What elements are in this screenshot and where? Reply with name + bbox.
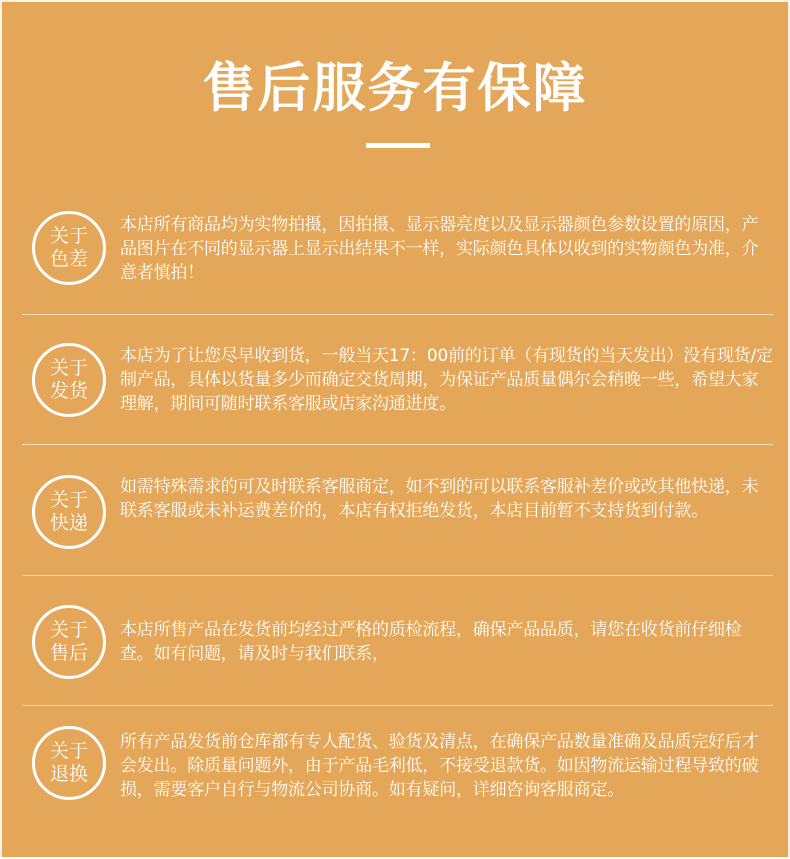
badge-shipping: 关于 发货 [32,343,106,417]
section-returns [22,706,773,859]
badge-courier: 关于 快递 [32,475,106,549]
badge-returns: 关于 退换 [32,726,106,800]
section-shipping [22,315,773,445]
text-color-difference: 本店所有商品均为实物拍摄，因拍摄、显示器亮度以及显示器颜色参数设置的原因，产品图片在不同的显示器上显示出结果不一样，实际颜色具体以收到的实物颜色为准，介意者慎拍！ [120,215,759,283]
badge-after-sales: 关于 售后 [32,605,106,679]
badge-color-difference: 关于 色差 [32,211,106,285]
page-title: 售后服务有保障 [202,58,588,119]
section-color-difference [22,184,773,315]
section-after-sales [22,576,773,706]
text-courier: 如需特殊需求的可及时联系客服商定，如不到的可以联系客服补差价或改其他快递，未联系客服或未补运费差价的，本店有权拒绝发货，本店目前暂不支持货到付款。 [120,477,759,521]
section-courier [22,445,773,576]
text-returns: 所有产品发货前仓库都有专人配货、验货及清点，在确保产品数量准确及品质完好后才会发出。除质量问题外，由于产品毛利低，不接受退款货。如因物流运输过程导致的破损，需要客户自行与物流公司协商。如有疑问，详细咨询客服商定。 [120,732,759,800]
text-after-sales: 本店所售产品在发货前均经过严格的质检流程，确保产品品质，请您在收货前仔细检查。如有问题，请及时与我们联系， [120,620,742,664]
title-underline [366,143,430,148]
text-shipping: 本店为了让您尽早收到货，一般当天17：00前的订单（有现货的当天发出）没有现货/定制产品，具体以货量多少而确定交货周期，为保证产品质量偶尔会稍晚一些，希望大家理解，期间可随时联系客服或店家沟通进度。 [120,346,773,414]
